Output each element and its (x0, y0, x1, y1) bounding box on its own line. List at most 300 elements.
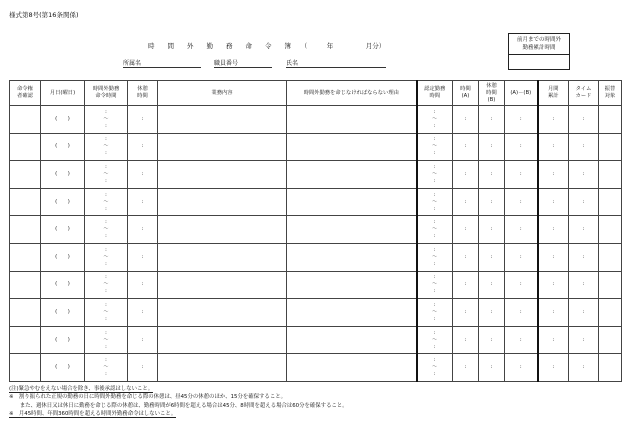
order-time-tilde: ～ (103, 115, 109, 122)
timecard-colon: : (582, 336, 585, 343)
task-cell[interactable] (158, 299, 287, 327)
approved-time-end-colon: : (433, 233, 436, 240)
approved-time-start-colon: : (433, 274, 436, 281)
date-cell[interactable] (41, 216, 85, 244)
order-time-cell[interactable] (85, 243, 128, 271)
order-time-cell[interactable] (85, 161, 128, 189)
order-time-end-colon: : (105, 150, 107, 157)
approved-time-tilde: ～ (432, 198, 438, 205)
hours-a-colon: : (464, 115, 467, 122)
substitute-cell[interactable] (599, 216, 622, 244)
date-weekday-parens: ( ) (55, 308, 70, 315)
monthly-total-cell[interactable] (538, 354, 569, 382)
hours-a-cell[interactable] (453, 299, 479, 327)
order-time-cell[interactable] (85, 216, 128, 244)
hours-a-cell[interactable] (453, 326, 479, 354)
break-b-cell[interactable] (479, 216, 505, 244)
order-time-start-colon: : (105, 274, 107, 281)
task-cell[interactable] (158, 326, 287, 354)
table-row (10, 243, 622, 271)
approved-time-start-colon: : (433, 163, 436, 170)
monthly-colon: : (552, 364, 555, 371)
previous-month-total-field[interactable] (509, 54, 569, 71)
note-1: (注)緊急やむをえない場合を除き、事後承認はしないこと。 (9, 386, 154, 392)
overtime-order-table (9, 80, 622, 382)
break-colon: : (141, 336, 144, 343)
date-weekday-parens: ( ) (55, 281, 70, 288)
break-b-colon: : (490, 226, 493, 233)
hours-a-cell[interactable] (453, 354, 479, 382)
date-weekday-parens: ( ) (55, 198, 70, 205)
break-b-colon: : (490, 170, 493, 177)
reason-cell[interactable] (287, 354, 417, 382)
col-approved-time: 認定勤務 時間 (417, 81, 453, 106)
order-time-end-colon: : (105, 371, 107, 378)
note-4: ※ 月45時間、年間360時間を超える時間外勤務命令はしないこと。 (9, 410, 177, 417)
break-b-cell[interactable] (479, 299, 505, 327)
diff-colon: : (519, 115, 522, 122)
note-3: また、週休日又は休日に勤務を命じる際の休憩は、勤務時間が6時間を超える場合は45分、8時間を超える場合は60分を確保すること。 (9, 402, 348, 409)
diff-cell[interactable] (505, 354, 538, 382)
reason-cell[interactable] (287, 188, 417, 216)
break-colon: : (141, 281, 144, 288)
date-cell[interactable] (41, 161, 85, 189)
break-b-colon: : (490, 253, 493, 260)
order-time-start-colon: : (105, 329, 107, 336)
form-title: 時 間 外 勤 務 命 令 簿 （ 年 月分） (148, 42, 386, 50)
approved-time-start-colon: : (433, 108, 436, 115)
break-time-cell[interactable] (128, 188, 158, 216)
task-cell[interactable] (158, 133, 287, 161)
order-time-cell[interactable] (85, 106, 128, 134)
previous-month-label-line1: 前月までの時間外 (516, 37, 561, 43)
monthly-colon: : (552, 336, 555, 343)
order-time-tilde: ～ (103, 336, 109, 343)
col-reason: 時間外勤務を命じなければならない理由 (287, 81, 417, 106)
order-time-cell[interactable] (85, 188, 128, 216)
order-time-cell[interactable] (85, 271, 128, 299)
approver-check-cell[interactable] (10, 106, 41, 134)
diff-colon: : (519, 226, 522, 233)
order-time-tilde: ～ (103, 281, 109, 288)
table-row (10, 188, 622, 216)
order-time-end-colon: : (105, 233, 107, 240)
approved-time-tilde: ～ (432, 253, 438, 260)
table-row (10, 271, 622, 299)
col-order-time: 時間外勤務 命令時間 (85, 81, 128, 106)
break-b-colon: : (490, 336, 493, 343)
diff-cell[interactable] (505, 161, 538, 189)
order-time-end-colon: : (105, 343, 107, 350)
monthly-total-cell[interactable] (538, 188, 569, 216)
substitute-cell[interactable] (599, 106, 622, 134)
timecard-cell[interactable] (569, 354, 599, 382)
previous-month-label-line2: 勤務累計時間 (522, 45, 556, 51)
office-label: 所属名 (123, 60, 142, 67)
order-time-tilde: ～ (103, 226, 109, 233)
approver-check-cell[interactable] (10, 243, 41, 271)
break-b-colon: : (490, 115, 493, 122)
reason-cell[interactable] (287, 271, 417, 299)
hours-a-cell[interactable] (453, 188, 479, 216)
break-b-cell[interactable] (479, 188, 505, 216)
order-time-start-colon: : (105, 136, 107, 143)
date-cell[interactable] (41, 243, 85, 271)
date-cell[interactable] (41, 326, 85, 354)
break-b-cell[interactable] (479, 133, 505, 161)
order-time-start-colon: : (105, 246, 107, 253)
date-cell[interactable] (41, 299, 85, 327)
task-cell[interactable] (158, 106, 287, 134)
hours-a-cell[interactable] (453, 106, 479, 134)
diff-colon: : (519, 198, 522, 205)
diff-colon: : (519, 336, 522, 343)
task-cell[interactable] (158, 216, 287, 244)
approved-time-cell[interactable] (417, 133, 453, 161)
order-time-start-colon: : (105, 219, 107, 226)
timecard-colon: : (582, 308, 585, 315)
date-weekday-parens: ( ) (55, 364, 70, 371)
approved-time-cell[interactable] (417, 106, 453, 134)
timecard-cell[interactable] (569, 216, 599, 244)
approver-check-cell[interactable] (10, 271, 41, 299)
approver-check-cell[interactable] (10, 161, 41, 189)
break-colon: : (141, 198, 144, 205)
break-time-cell[interactable] (128, 271, 158, 299)
substitute-cell[interactable] (599, 133, 622, 161)
form-number: 様式第8号(第16条関係) (9, 11, 79, 19)
reason-cell[interactable] (287, 243, 417, 271)
table-header-row (10, 81, 622, 106)
task-cell[interactable] (158, 271, 287, 299)
note-2: ※ 割り振られた正規の勤務の日に時間外勤務を命じる際の休憩は、昼45分の休憩のほか、15分を確保すること。 (9, 394, 286, 401)
name-field[interactable] (286, 67, 386, 68)
previous-month-total-box (508, 33, 570, 70)
order-time-start-colon: : (105, 301, 107, 308)
order-time-end-colon: : (105, 122, 107, 129)
hours-a-colon: : (464, 253, 467, 260)
break-b-cell[interactable] (479, 354, 505, 382)
reason-cell[interactable] (287, 161, 417, 189)
order-time-tilde: ～ (103, 198, 109, 205)
monthly-total-cell[interactable] (538, 161, 569, 189)
col-substitute: 振替 対象 (599, 81, 622, 106)
hours-a-cell[interactable] (453, 271, 479, 299)
date-cell[interactable] (41, 106, 85, 134)
date-weekday-parens: ( ) (55, 170, 70, 177)
date-cell[interactable] (41, 133, 85, 161)
timecard-cell[interactable] (569, 271, 599, 299)
approved-time-cell[interactable] (417, 243, 453, 271)
monthly-colon: : (552, 226, 555, 233)
timecard-cell[interactable] (569, 299, 599, 327)
break-b-colon: : (490, 198, 493, 205)
previous-month-total-label (509, 36, 569, 52)
approved-time-cell[interactable] (417, 299, 453, 327)
approved-time-tilde: ～ (432, 170, 438, 177)
timecard-cell[interactable] (569, 243, 599, 271)
hours-a-colon: : (464, 198, 467, 205)
table-row (10, 106, 622, 134)
approved-time-start-colon: : (433, 357, 436, 364)
order-time-tilde: ～ (103, 364, 109, 371)
diff-cell[interactable] (505, 243, 538, 271)
approved-time-start-colon: : (433, 246, 436, 253)
monthly-total-cell[interactable] (538, 243, 569, 271)
diff-colon: : (519, 308, 522, 315)
order-time-tilde: ～ (103, 308, 109, 315)
order-time-tilde: ～ (103, 170, 109, 177)
break-b-cell[interactable] (479, 271, 505, 299)
hours-a-colon: : (464, 143, 467, 150)
order-time-start-colon: : (105, 357, 107, 364)
break-colon: : (141, 226, 144, 233)
break-time-cell[interactable] (128, 326, 158, 354)
table-row (10, 133, 622, 161)
date-weekday-parens: ( ) (55, 226, 70, 233)
break-b-colon: : (490, 308, 493, 315)
monthly-total-cell[interactable] (538, 133, 569, 161)
break-b-colon: : (490, 364, 493, 371)
break-colon: : (141, 115, 144, 122)
reason-cell[interactable] (287, 106, 417, 134)
date-weekday-parens: ( ) (55, 143, 70, 150)
hours-a-colon: : (464, 364, 467, 371)
task-cell[interactable] (158, 243, 287, 271)
col-hours-a: 時間 (A) (453, 81, 479, 106)
approved-time-end-colon: : (433, 343, 436, 350)
hours-a-colon: : (464, 336, 467, 343)
diff-colon: : (519, 170, 522, 177)
diff-cell[interactable] (505, 299, 538, 327)
break-colon: : (141, 170, 144, 177)
approved-time-start-colon: : (433, 329, 436, 336)
break-b-colon: : (490, 143, 493, 150)
monthly-total-cell[interactable] (538, 106, 569, 134)
table-row (10, 161, 622, 189)
approved-time-tilde: ～ (432, 308, 438, 315)
order-time-end-colon: : (105, 205, 107, 212)
order-time-start-colon: : (105, 191, 107, 198)
diff-cell[interactable] (505, 271, 538, 299)
timecard-cell[interactable] (569, 161, 599, 189)
col-approver-check: 命令権 者確認 (10, 81, 41, 106)
approved-time-end-colon: : (433, 177, 436, 184)
approver-check-cell[interactable] (10, 216, 41, 244)
approved-time-start-colon: : (433, 191, 436, 198)
break-b-colon: : (490, 281, 493, 288)
diff-colon: : (519, 253, 522, 260)
table-row (10, 326, 622, 354)
approved-time-cell[interactable] (417, 271, 453, 299)
task-cell[interactable] (158, 188, 287, 216)
col-break-b: 休憩 時間 (B) (479, 81, 505, 106)
staff-number-field[interactable] (214, 67, 272, 68)
diff-cell[interactable] (505, 188, 538, 216)
timecard-cell[interactable] (569, 326, 599, 354)
order-time-end-colon: : (105, 315, 107, 322)
break-b-cell[interactable] (479, 243, 505, 271)
approver-check-cell[interactable] (10, 133, 41, 161)
table-row (10, 299, 622, 327)
approved-time-end-colon: : (433, 122, 436, 129)
monthly-colon: : (552, 115, 555, 122)
timecard-colon: : (582, 226, 585, 233)
approved-time-tilde: ～ (432, 226, 438, 233)
reason-cell[interactable] (287, 133, 417, 161)
approved-time-end-colon: : (433, 150, 436, 157)
hours-a-cell[interactable] (453, 133, 479, 161)
approved-time-tilde: ～ (432, 281, 438, 288)
diff-colon: : (519, 281, 522, 288)
timecard-colon: : (582, 170, 585, 177)
timecard-colon: : (582, 115, 585, 122)
timecard-cell[interactable] (569, 133, 599, 161)
break-time-cell[interactable] (128, 161, 158, 189)
break-time-cell[interactable] (128, 216, 158, 244)
monthly-colon: : (552, 308, 555, 315)
break-time-cell[interactable] (128, 106, 158, 134)
timecard-colon: : (582, 281, 585, 288)
break-colon: : (141, 364, 144, 371)
break-time-cell[interactable] (128, 133, 158, 161)
approved-time-tilde: ～ (432, 115, 438, 122)
task-cell[interactable] (158, 161, 287, 189)
order-time-end-colon: : (105, 260, 107, 267)
monthly-total-cell[interactable] (538, 326, 569, 354)
approver-check-cell[interactable] (10, 188, 41, 216)
hours-a-colon: : (464, 170, 467, 177)
substitute-cell[interactable] (599, 299, 622, 327)
approved-time-tilde: ～ (432, 143, 438, 150)
substitute-cell[interactable] (599, 188, 622, 216)
approved-time-end-colon: : (433, 205, 436, 212)
hours-a-colon: : (464, 308, 467, 315)
diff-cell[interactable] (505, 216, 538, 244)
hours-a-cell[interactable] (453, 216, 479, 244)
substitute-cell[interactable] (599, 271, 622, 299)
approved-time-start-colon: : (433, 219, 436, 226)
monthly-total-cell[interactable] (538, 216, 569, 244)
approved-time-tilde: ～ (432, 336, 438, 343)
date-weekday-parens: ( ) (55, 253, 70, 260)
order-time-start-colon: : (105, 108, 107, 115)
col-timecard: タイム カード (569, 81, 599, 106)
date-weekday-parens: ( ) (55, 336, 70, 343)
diff-cell[interactable] (505, 133, 538, 161)
substitute-cell[interactable] (599, 326, 622, 354)
col-date: 月日(曜日) (41, 81, 85, 106)
date-cell[interactable] (41, 188, 85, 216)
approver-check-cell[interactable] (10, 299, 41, 327)
hours-a-colon: : (464, 226, 467, 233)
hours-a-colon: : (464, 281, 467, 288)
approver-check-cell[interactable] (10, 326, 41, 354)
reason-cell[interactable] (287, 326, 417, 354)
date-cell[interactable] (41, 354, 85, 382)
monthly-colon: : (552, 143, 555, 150)
office-field[interactable] (123, 67, 201, 68)
approved-time-cell[interactable] (417, 161, 453, 189)
order-time-start-colon: : (105, 163, 107, 170)
diff-cell[interactable] (505, 326, 538, 354)
approved-time-start-colon: : (433, 301, 436, 308)
reason-cell[interactable] (287, 299, 417, 327)
monthly-colon: : (552, 253, 555, 260)
table-row (10, 216, 622, 244)
break-b-cell[interactable] (479, 161, 505, 189)
monthly-colon: : (552, 198, 555, 205)
break-time-cell[interactable] (128, 354, 158, 382)
reason-cell[interactable] (287, 216, 417, 244)
diff-colon: : (519, 364, 522, 371)
timecard-colon: : (582, 253, 585, 260)
order-time-end-colon: : (105, 288, 107, 295)
diff-colon: : (519, 143, 522, 150)
task-cell[interactable] (158, 354, 287, 382)
break-time-cell[interactable] (128, 243, 158, 271)
approved-time-end-colon: : (433, 288, 436, 295)
approver-check-cell[interactable] (10, 354, 41, 382)
hours-a-cell[interactable] (453, 243, 479, 271)
monthly-colon: : (552, 281, 555, 288)
approved-time-cell[interactable] (417, 188, 453, 216)
col-diff: (A)－(B) (505, 81, 538, 106)
order-time-tilde: ～ (103, 253, 109, 260)
monthly-colon: : (552, 170, 555, 177)
hours-a-cell[interactable] (453, 161, 479, 189)
table-row (10, 354, 622, 382)
approved-time-end-colon: : (433, 260, 436, 267)
break-time-cell[interactable] (128, 299, 158, 327)
break-b-cell[interactable] (479, 106, 505, 134)
approved-time-cell[interactable] (417, 354, 453, 382)
timecard-colon: : (582, 364, 585, 371)
order-time-tilde: ～ (103, 143, 109, 150)
name-label: 氏名 (286, 60, 299, 67)
date-cell[interactable] (41, 271, 85, 299)
substitute-cell[interactable] (599, 243, 622, 271)
timecard-colon: : (582, 198, 585, 205)
timecard-cell[interactable] (569, 106, 599, 134)
approved-time-cell[interactable] (417, 326, 453, 354)
diff-cell[interactable] (505, 106, 538, 134)
break-colon: : (141, 143, 144, 150)
notes (9, 385, 624, 418)
substitute-cell[interactable] (599, 354, 622, 382)
date-weekday-parens: ( ) (55, 115, 70, 122)
monthly-total-cell[interactable] (538, 299, 569, 327)
order-time-cell[interactable] (85, 354, 128, 382)
col-monthly-total: 月間 累計 (538, 81, 569, 106)
break-colon: : (141, 253, 144, 260)
approved-time-tilde: ～ (432, 364, 438, 371)
substitute-cell[interactable] (599, 161, 622, 189)
order-time-cell[interactable] (85, 133, 128, 161)
monthly-total-cell[interactable] (538, 271, 569, 299)
timecard-colon: : (582, 143, 585, 150)
order-time-cell[interactable] (85, 326, 128, 354)
break-colon: : (141, 308, 144, 315)
approved-time-cell[interactable] (417, 216, 453, 244)
staff-number-label: 職員番号 (214, 60, 239, 67)
approved-time-start-colon: : (433, 136, 436, 143)
order-time-end-colon: : (105, 177, 107, 184)
approved-time-end-colon: : (433, 371, 436, 378)
break-b-cell[interactable] (479, 326, 505, 354)
timecard-cell[interactable] (569, 188, 599, 216)
order-time-cell[interactable] (85, 299, 128, 327)
